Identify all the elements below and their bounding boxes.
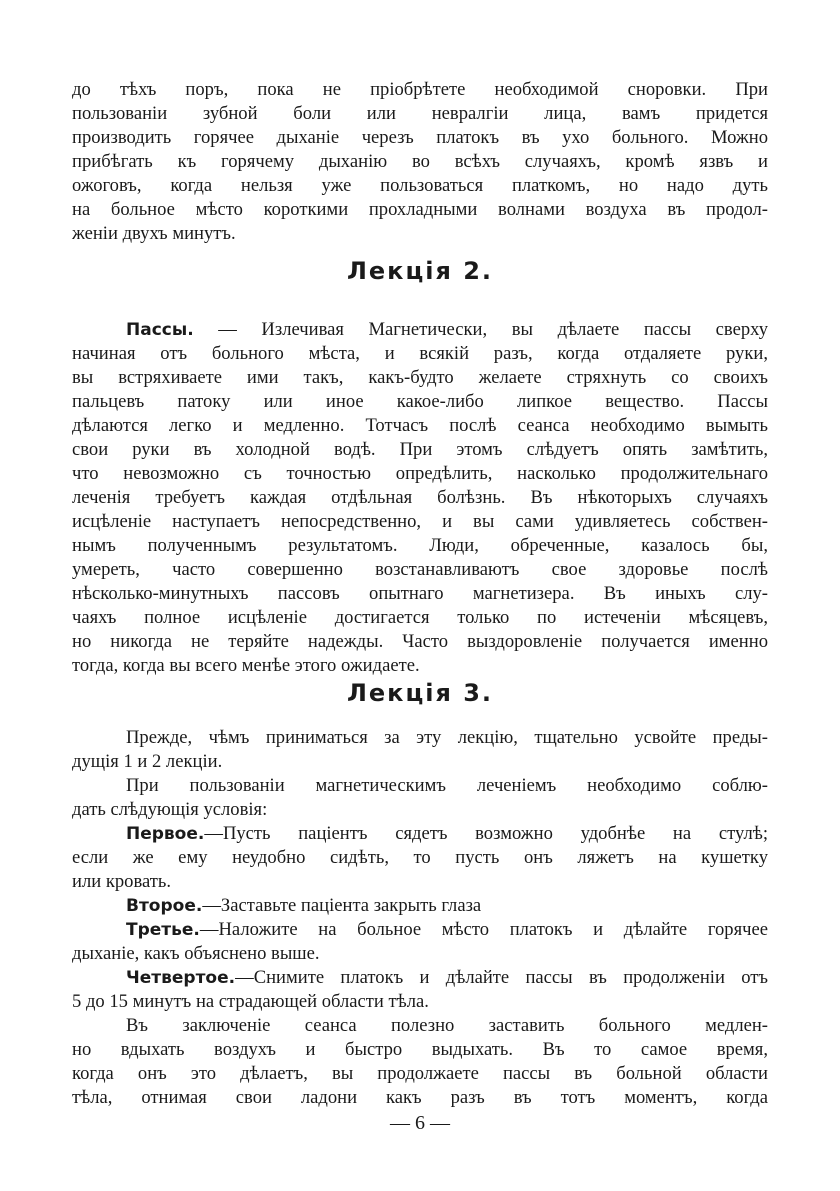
lecture-3-heading: Лекція 3. (346, 679, 494, 707)
text-line (126, 894, 768, 918)
text-line: пальцевъ патоку или иное какое-либо липкое вещество. Пассы (72, 391, 768, 412)
text-line: прибѣгать къ горячему дыханію во всѣхъ случаяхъ, кромѣ язвъ и (72, 151, 768, 172)
term-first: Первое. (126, 824, 205, 844)
text-span: —Наложите на больное мѣсто платокъ и дѣлайте горячее (199, 919, 768, 940)
text-line: тогда, когда вы всего менѣе этого ожидаете. (72, 655, 420, 676)
text-span: —Заставьте паціента закрыть глаза (202, 895, 482, 916)
text-line: но вдыхать воздухъ и быстро выдыхать. Въ то самое время, (72, 1039, 768, 1060)
text-line: вы встряхиваете ими такъ, какъ-будто желаете стряхнуть со своихъ (72, 367, 768, 388)
text-line: что невозможно съ точностью опредѣлить, насколько продолжительнаго (72, 463, 768, 484)
text-line (126, 822, 768, 846)
text-line: исцѣленіе наступаетъ непосредственно, и вы сами удивляетесь собствен- (72, 511, 768, 532)
text-span: —Снимите платокъ и дѣлайте пассы въ продолженіи отъ (235, 967, 768, 988)
text-span: —Пусть паціентъ сядетъ возможно удобнѣе на стулѣ; (204, 823, 768, 844)
text-line: дѣлаются легко и медленно. Тотчасъ послѣ сеанса необходимо вымыть (72, 415, 768, 436)
text-line: начиная отъ больного мѣста, и всякій разъ, когда отдаляете руки, (72, 343, 768, 364)
term-passes: Пассы. (126, 320, 194, 340)
term-third: Третье. (126, 920, 200, 940)
text-line: до тѣхъ поръ, пока не пріобрѣтете необходимой сноровки. При (72, 79, 768, 100)
text-line: свои руки въ холодной водѣ. При этомъ слѣдуетъ опять замѣтить, (72, 439, 768, 460)
text-line: При пользованіи магнетическимъ леченіемъ необходимо соблю- (126, 775, 768, 796)
text-line: производить горячее дыханіе черезъ платокъ въ ухо больного. Можно (72, 127, 768, 148)
text-line: или кровать. (72, 871, 172, 892)
text-line: умереть, часто совершенно возстанавливаютъ свое здоровье послѣ (72, 559, 768, 580)
page-number: — 6 — (390, 1112, 450, 1134)
text-span: — Излечивая Магнетически, вы дѣлаете пассы сверху (193, 319, 768, 340)
text-line: Прежде, чѣмъ приниматься за эту лекцію, тщательно усвойте преды- (126, 727, 768, 748)
text-line: дущія 1 и 2 лекціи. (72, 751, 223, 772)
text-line: Въ заключеніе сеанса полезно заставить больного медлен- (126, 1015, 768, 1036)
text-line: если же ему неудобно сидѣть, то пусть онъ ляжетъ на кушетку (72, 847, 768, 868)
text-line: женіи двухъ минутъ. (72, 223, 236, 244)
text-line (126, 918, 768, 942)
term-fourth: Четвертое. (126, 968, 236, 988)
text-line: когда онъ это дѣлаетъ, вы продолжаете пассы въ больной области (72, 1063, 768, 1084)
text-line: но никогда не теряйте надежды. Часто выздоровленіе получается именно (72, 631, 768, 652)
text-line: дать слѣдующія условія: (72, 799, 268, 820)
text-line (126, 966, 768, 990)
text-line: на больное мѣсто короткими прохладными волнами воздуха въ продол- (72, 199, 768, 220)
text-line: пользованіи зубной боли или невралгіи лица, вамъ придется (72, 103, 768, 124)
text-line: ожоговъ, когда нельзя уже пользоваться платкомъ, но надо дуть (72, 175, 768, 196)
text-line: 5 до 15 минутъ на страдающей области тѣла. (72, 991, 429, 1012)
text-line (126, 318, 768, 342)
text-line: дыханіе, какъ объяснено выше. (72, 943, 320, 964)
text-line: леченія требуетъ каждая отдѣльная болѣзнь. Въ нѣкоторыхъ случаяхъ (72, 487, 768, 508)
lecture-2-heading: Лекція 2. (346, 257, 494, 285)
text-line: тѣла, отнимая свои ладони какъ разъ въ тотъ моментъ, когда (72, 1087, 768, 1108)
text-line: нымъ полученнымъ результатомъ. Люди, обреченные, казалось бы, (72, 535, 768, 556)
text-line: чаяхъ полное исцѣленіе достигается только по истеченіи мѣсяцевъ, (72, 607, 768, 628)
term-second: Второе. (126, 896, 203, 916)
text-line: нѣсколько-минутныхъ пассовъ опытнаго магнетизера. Въ иныхъ слу- (72, 583, 768, 604)
